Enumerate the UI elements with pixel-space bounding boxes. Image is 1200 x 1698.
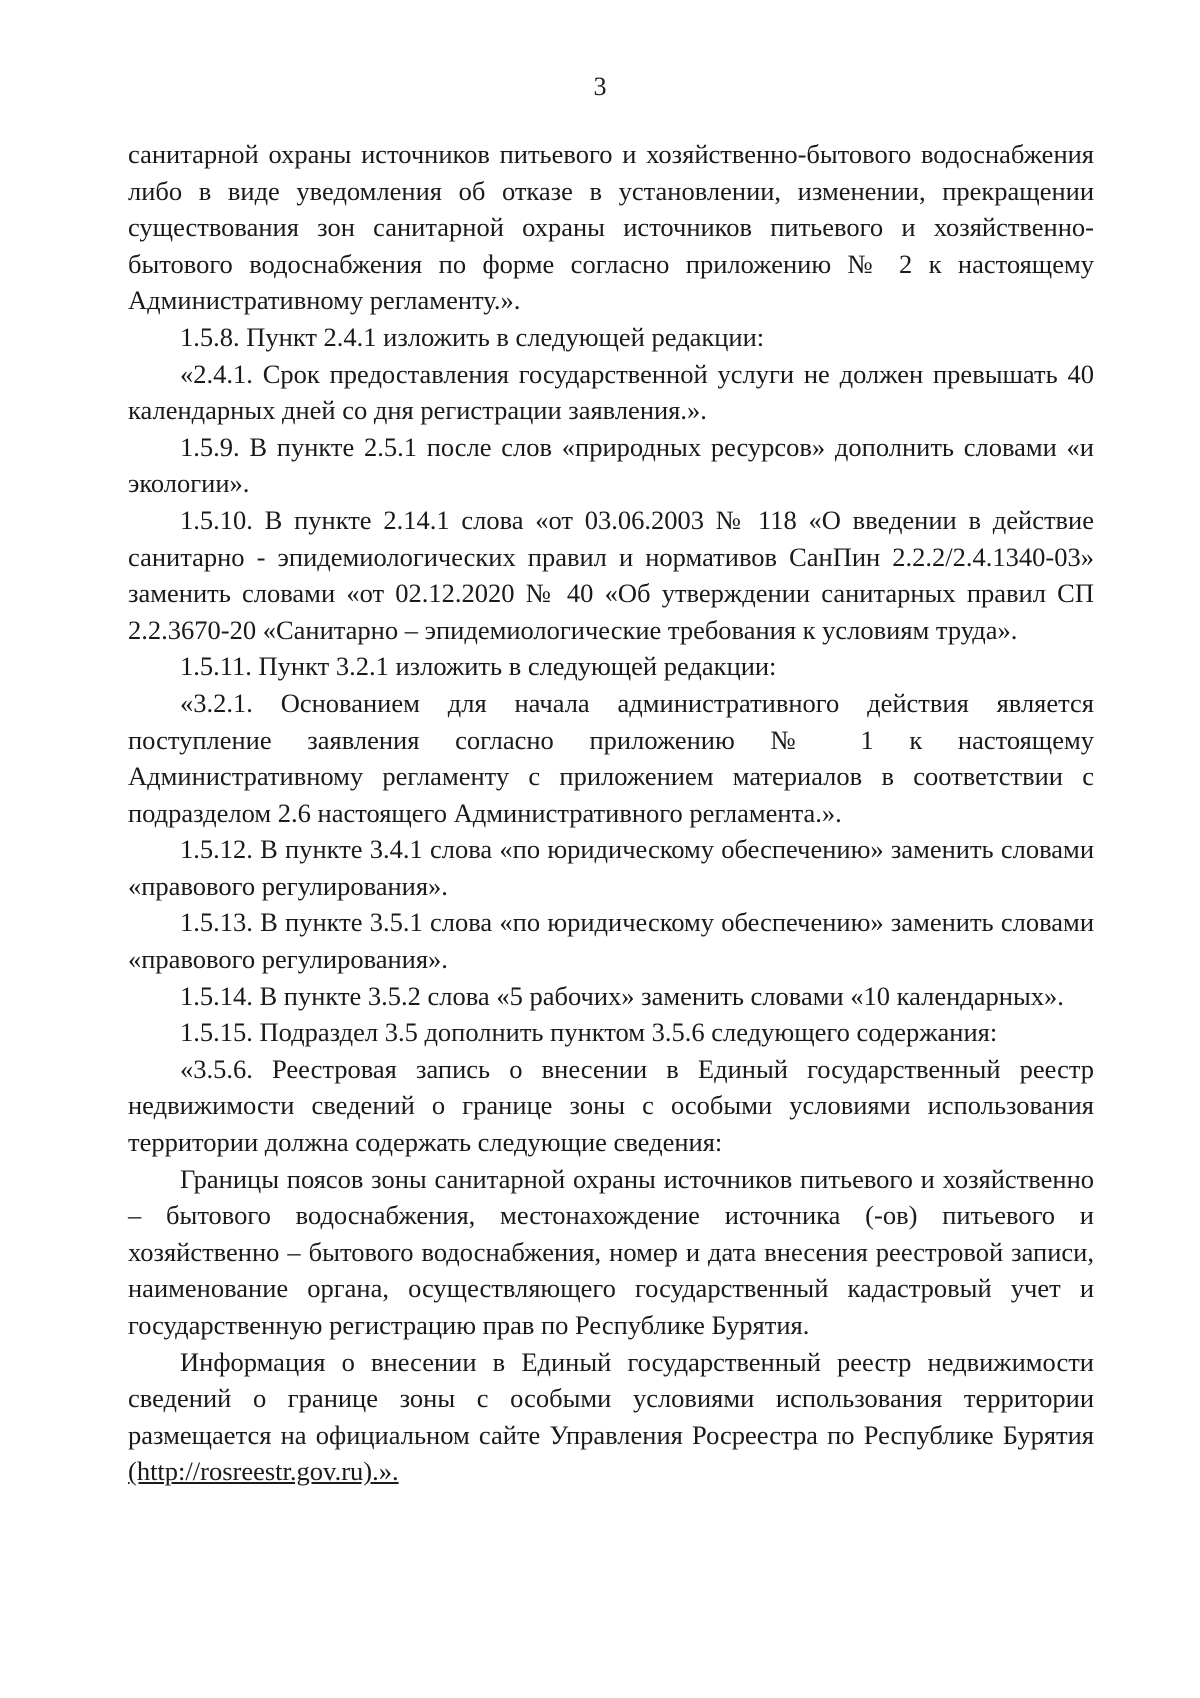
- paragraph-3-5-6-quote: «3.5.6. Реестровая запись о внесении в Единый государственный реестр недвижимости сведений о границе зоны с особыми условиями использования территории должна содержать следующие сведения:: [128, 1053, 1094, 1158]
- paragraph-information-text: Информация о внесении в Единый государственный реестр недвижимости сведений о границе зоны с особыми условиями использования территории размещается на официальном сайте Управления Росреестра по Республике Бурятия: [128, 1346, 1094, 1450]
- paragraph-1-5-14: 1.5.14. В пункте 3.5.2 слова «5 рабочих» заменить словами «10 календарных».: [180, 980, 1064, 1011]
- paragraph-1-5-13: 1.5.13. В пункте 3.5.1 слова «по юридическому обеспечению» заменить словами «правового регулирования».: [128, 907, 1094, 975]
- paragraph-information: [128, 1344, 1094, 1490]
- paragraph-1-5-8: 1.5.8. Пункт 2.4.1 изложить в следующей редакции:: [180, 321, 765, 352]
- paragraph-2-4-1-quote: «2.4.1. Срок предоставления государственной услуги не должен превышать 40 календарных дней со дня регистрации заявления.».: [128, 358, 1094, 426]
- paragraph-1-5-15: 1.5.15. Подраздел 3.5 дополнить пунктом 3.5.6 следующего содержания:: [180, 1017, 998, 1048]
- document-body: [128, 136, 1094, 1490]
- paragraph-1-5-12: 1.5.12. В пункте 3.4.1 слова «по юридическому обеспечению» заменить словами «правового регулирования».: [128, 834, 1094, 901]
- paragraph-1-5-9: 1.5.9. В пункте 2.5.1 после слов «природных ресурсов» дополнить словами «и экологии».: [128, 431, 1094, 499]
- paragraph-boundaries: Границы поясов зоны санитарной охраны источников питьевого и хозяйственно – бытового водоснабжения, местонахождение источника (-ов) питьевого и хозяйственно – бытового водоснабжения, номер и дата внесения реестровой записи, наименование органа, осуществляющего государственный кадастровый учет и государственную регистрацию прав по Республике Бурятия.: [128, 1163, 1094, 1340]
- paragraph-1-5-11: 1.5.11. Пункт 3.2.1 изложить в следующей редакции:: [180, 651, 777, 682]
- paragraph-continuation: санитарной охраны источников питьевого и хозяйственно-бытового водоснабжения либо в виде уведомления об отказе в установлении, изменении, прекращении существования зон санитарной охраны источников питьевого и хозяйственно-бытового водоснабжения по форме согласно приложению № 2 к настоящему Административному регламенту.».: [128, 139, 1094, 316]
- paragraph-3-2-1-quote: «3.2.1. Основанием для начала административного действия является поступление заявления согласно приложению № 1 к настоящему Административному регламенту с приложением материалов в соответствии с подразделом 2.6 настоящего Административного регламента.».: [128, 687, 1094, 828]
- rosreestr-link[interactable]: (http://rosreestr.gov.ru).».: [128, 1456, 399, 1487]
- page-number: 3: [593, 72, 607, 101]
- paragraph-1-5-10: 1.5.10. В пункте 2.14.1 слова «от 03.06.2003 № 118 «О введении в действие санитарно - эпидемиологических правил и нормативов СанПин 2.2.2/2.4.1340-03» заменить словами «от 02.12.2020 № 40 «Об утверждении санитарных правил СП 2.2.3670-20 «Санитарно – эпидемиологические требования к условиям труда».: [128, 504, 1094, 645]
